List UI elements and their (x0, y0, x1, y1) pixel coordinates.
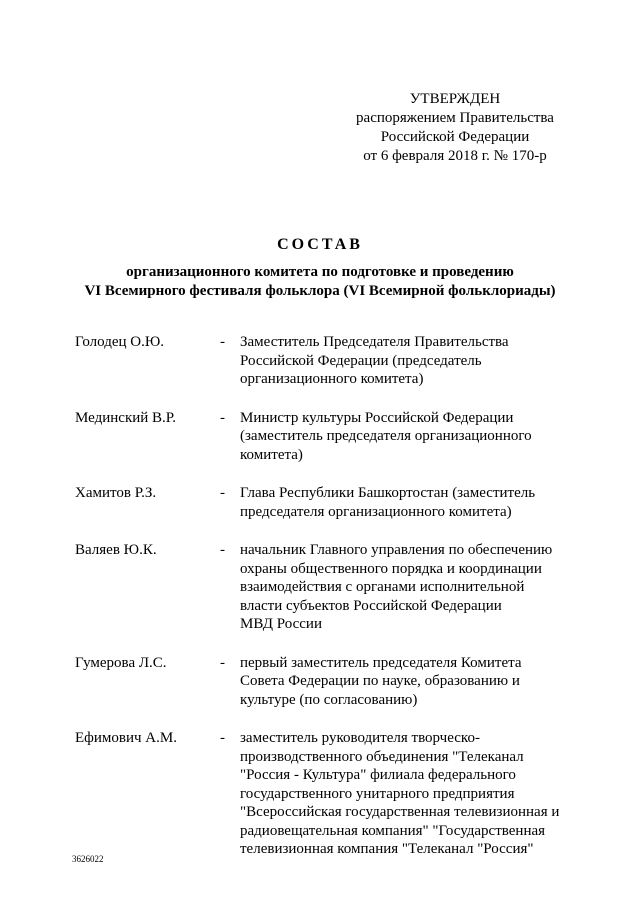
member-role-line: телевизионная компания "Телеканал "Россия" (240, 841, 534, 857)
member-role (240, 541, 570, 634)
member-name: Гумерова Л.С. (75, 654, 167, 671)
member-role-line: "Россия - Культура" филиала федерального (240, 767, 516, 783)
subtitle-line-2: VI Всемирного фестиваля фольклора (VI Всемирной фольклориады) (84, 283, 556, 299)
member-role-line: председателя организационного комитета) (240, 503, 512, 520)
approval-block (340, 90, 570, 166)
document-title: СОСТАВ (277, 236, 363, 253)
member-dash: - (220, 654, 225, 671)
member-dash: - (220, 334, 225, 350)
member-role-line: организационного комитета) (240, 371, 424, 387)
member-name: Хамитов Р.З. (75, 485, 157, 501)
member-name: Ефимович А.М. (75, 730, 177, 746)
approval-line-3: от 6 февраля 2018 г. № 170-р (363, 148, 547, 164)
document-code: 3626022 (72, 854, 104, 864)
member-role-line: Российской Федерации (председатель (240, 352, 482, 369)
member-name: Мединский В.Р. (75, 409, 177, 426)
member-role-line: МВД России (240, 616, 322, 632)
members-list (75, 333, 575, 879)
approval-line-1: распоряжением Правительства (356, 110, 554, 126)
member-role-line: радиовещательная компания" "Государственная (240, 822, 546, 839)
member-role (240, 729, 570, 859)
member-role-line: Глава Республики Башкортостан (заместитель (240, 485, 536, 501)
document-subtitle (0, 263, 640, 301)
member-dash: - (220, 542, 225, 558)
member-row (75, 654, 575, 710)
member-role-line: власти субъектов Российской Федерации (240, 597, 502, 614)
member-row (75, 333, 575, 389)
subtitle-line-1: организационного комитета по подготовке и проведению (126, 264, 514, 280)
member-role (240, 654, 570, 710)
approval-line-2: Российской Федерации (380, 129, 530, 145)
member-role-line: охраны общественного порядка и координации (240, 560, 542, 577)
member-dash: - (220, 730, 225, 746)
member-dash: - (220, 409, 225, 426)
member-role-line: взаимодействия с органами исполнительной (240, 579, 525, 595)
member-row (75, 541, 575, 634)
member-role-line: комитета) (240, 446, 303, 463)
member-role-line: производственного объединения "Телеканал (240, 748, 524, 765)
member-role-line: начальник Главного управления по обеспечению (240, 542, 553, 558)
member-row (75, 729, 575, 859)
member-role-line: первый заместитель председателя Комитета (240, 654, 522, 671)
member-role (240, 484, 570, 521)
member-name: Голодец О.Ю. (75, 334, 165, 350)
member-row (75, 484, 575, 521)
member-role-line: Заместитель Председателя Правительства (240, 334, 509, 350)
member-role-line: культуре (по согласованию) (240, 691, 418, 708)
member-role-line: Совета Федерации по науке, образованию и (240, 673, 520, 689)
member-role-line: заместитель руководителя творческо- (240, 730, 480, 746)
member-role-line: "Всероссийская государственная телевизионная и (240, 804, 560, 820)
member-role-line: государственного унитарного предприятия (240, 785, 515, 802)
approval-title: УТВЕРЖДЕН (409, 91, 501, 107)
member-name: Валяев Ю.К. (75, 542, 157, 558)
member-role-line: Министр культуры Российской Федерации (240, 409, 514, 426)
member-dash: - (220, 485, 225, 501)
member-role-line: (заместитель председателя организационного (240, 428, 532, 444)
member-row (75, 409, 575, 465)
member-role (240, 409, 570, 465)
member-role (240, 333, 570, 389)
